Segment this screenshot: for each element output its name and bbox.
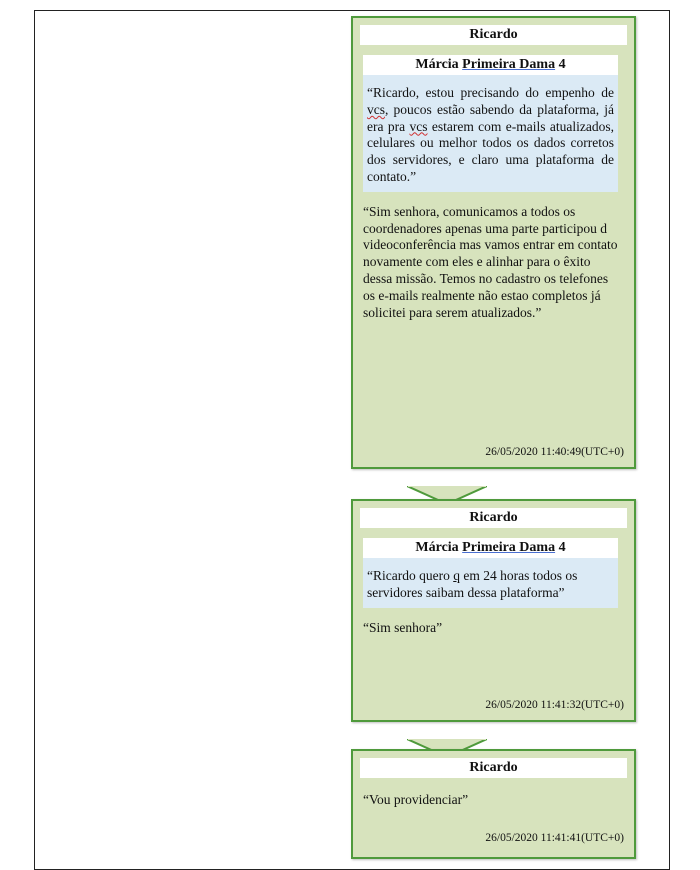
message-bubble [351,499,636,722]
message-timestamp: 26/05/2020 11:41:32(UTC+0) [485,699,624,711]
quoted-sender-first: Márcia [415,57,459,72]
quoted-sender-first: Márcia [415,540,459,555]
quoted-message [363,538,618,608]
quoted-sender-number: 4 [558,540,566,555]
message-text: “Sim senhora” [363,619,443,635]
message-text: “Sim senhora, comunicamos a todos os coordenadores apenas uma parte participou d videoconferência mas vamos entrar em contato novamente com eles e alinhar para o êxito dessa missão. Temos no cadastro os telefones os e-mails realmente não estao completos já solicitei para serem atualizados.” [363,203,618,320]
message-bubble [351,16,636,469]
quoted-sender [363,55,618,75]
quoted-text: “Ricardo, estou precisando do empenho de vcs, poucos estão sabendo da plataforma, já era pra vcs estarem com e-mails atualizados, celulares ou melhor todos os dados corretos dos servidores, e claro uma plataforma de contato.” [367,85,615,184]
message-sender: Ricardo [360,758,627,778]
message-text: “Vou providenciar” [363,792,469,807]
message-timestamp: 26/05/2020 11:41:41(UTC+0) [485,832,624,844]
message-bubble [351,749,636,859]
quoted-sender [363,538,618,558]
quoted-sender-rest: Primeira Dama [462,57,556,72]
quoted-sender-number: 4 [558,57,566,72]
message-sender: Ricardo [360,508,627,528]
message-sender: Ricardo [360,25,627,45]
quoted-text: “Ricardo quero q em 24 horas todos os servidores saibam dessa plataforma” [367,568,578,600]
quoted-message [363,55,618,192]
message-timestamp: 26/05/2020 11:40:49(UTC+0) [485,446,624,458]
quoted-sender-rest: Primeira Dama [462,540,556,555]
